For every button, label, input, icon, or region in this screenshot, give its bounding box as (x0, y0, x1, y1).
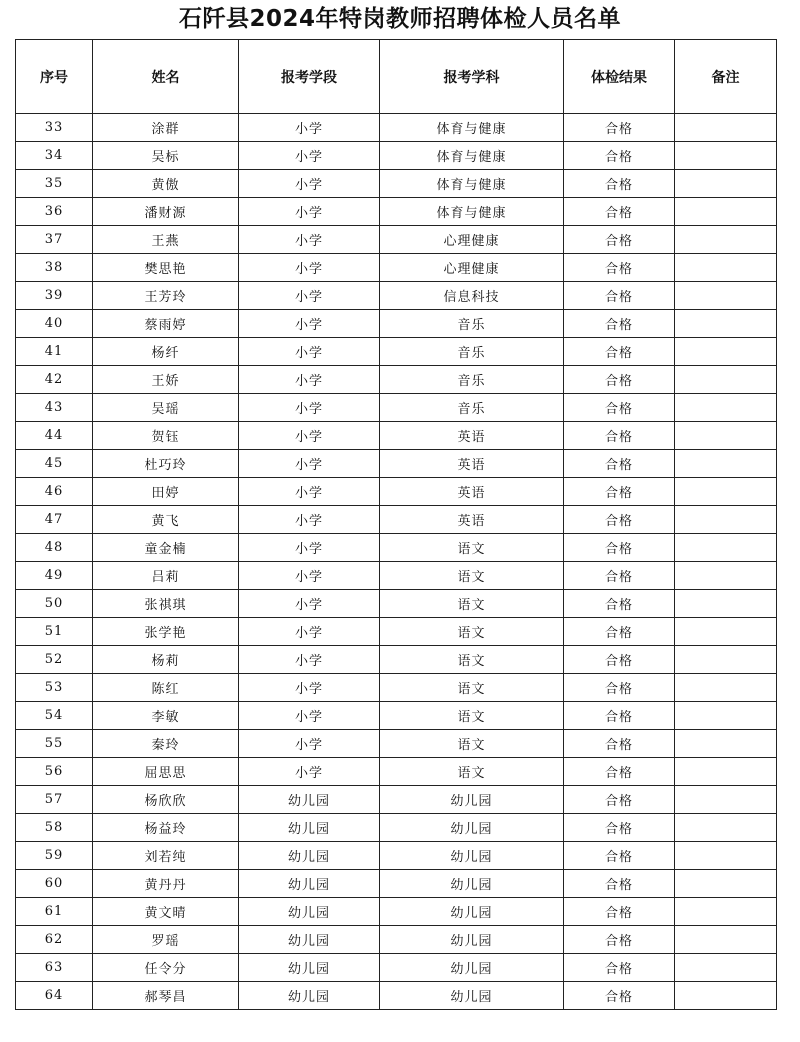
cell-subject: 英语 (380, 506, 564, 534)
roster-body (16, 114, 777, 1010)
cell-subject: 心理健康 (380, 226, 564, 254)
cell-remarks (675, 954, 777, 982)
cell-name: 李敏 (93, 702, 239, 730)
cell-subject: 信息科技 (380, 282, 564, 310)
cell-exam-result: 合格 (564, 310, 675, 338)
cell-exam-result: 合格 (564, 226, 675, 254)
cell-exam-result: 合格 (564, 450, 675, 478)
cell-name: 刘若纯 (93, 842, 239, 870)
cell-exam-result: 合格 (564, 982, 675, 1010)
cell-serial-number: 56 (16, 758, 93, 786)
cell-subject: 语文 (380, 590, 564, 618)
cell-subject: 幼儿园 (380, 982, 564, 1010)
table-row (16, 226, 777, 254)
cell-subject: 音乐 (380, 310, 564, 338)
cell-serial-number: 64 (16, 982, 93, 1010)
cell-subject: 语文 (380, 618, 564, 646)
cell-serial-number: 38 (16, 254, 93, 282)
cell-remarks (675, 618, 777, 646)
cell-exam-result: 合格 (564, 842, 675, 870)
cell-exam-result: 合格 (564, 114, 675, 142)
cell-serial-number: 57 (16, 786, 93, 814)
table-row (16, 982, 777, 1010)
cell-serial-number: 48 (16, 534, 93, 562)
table-row (16, 954, 777, 982)
cell-serial-number: 63 (16, 954, 93, 982)
cell-serial-number: 53 (16, 674, 93, 702)
cell-name: 黄飞 (93, 506, 239, 534)
cell-name: 樊思艳 (93, 254, 239, 282)
header-exam-result: 体检结果 (564, 40, 675, 114)
cell-subject: 语文 (380, 674, 564, 702)
cell-serial-number: 49 (16, 562, 93, 590)
table-row (16, 898, 777, 926)
cell-subject: 语文 (380, 702, 564, 730)
table-header-row (16, 40, 777, 114)
cell-exam-result: 合格 (564, 142, 675, 170)
cell-subject: 体育与健康 (380, 142, 564, 170)
cell-serial-number: 39 (16, 282, 93, 310)
cell-exam-result: 合格 (564, 170, 675, 198)
cell-school-level: 小学 (239, 758, 380, 786)
cell-school-level: 小学 (239, 646, 380, 674)
cell-remarks (675, 282, 777, 310)
cell-school-level: 小学 (239, 562, 380, 590)
cell-exam-result: 合格 (564, 814, 675, 842)
cell-subject: 体育与健康 (380, 114, 564, 142)
cell-serial-number: 46 (16, 478, 93, 506)
cell-remarks (675, 478, 777, 506)
table-row (16, 730, 777, 758)
cell-exam-result: 合格 (564, 590, 675, 618)
header-serial-number: 序号 (16, 40, 93, 114)
cell-exam-result: 合格 (564, 394, 675, 422)
cell-remarks (675, 366, 777, 394)
cell-school-level: 幼儿园 (239, 786, 380, 814)
cell-serial-number: 47 (16, 506, 93, 534)
cell-exam-result: 合格 (564, 478, 675, 506)
header-remarks: 备注 (675, 40, 777, 114)
cell-subject: 语文 (380, 758, 564, 786)
cell-name: 杜巧玲 (93, 450, 239, 478)
cell-exam-result: 合格 (564, 674, 675, 702)
cell-remarks (675, 562, 777, 590)
cell-remarks (675, 226, 777, 254)
cell-school-level: 小学 (239, 506, 380, 534)
cell-school-level: 幼儿园 (239, 814, 380, 842)
cell-school-level: 小学 (239, 618, 380, 646)
table-row (16, 478, 777, 506)
cell-name: 童金楠 (93, 534, 239, 562)
cell-subject: 英语 (380, 478, 564, 506)
cell-subject: 幼儿园 (380, 898, 564, 926)
table-row (16, 702, 777, 730)
cell-serial-number: 45 (16, 450, 93, 478)
cell-serial-number: 44 (16, 422, 93, 450)
cell-remarks (675, 450, 777, 478)
cell-school-level: 小学 (239, 114, 380, 142)
cell-serial-number: 54 (16, 702, 93, 730)
cell-name: 任令分 (93, 954, 239, 982)
cell-school-level: 幼儿园 (239, 898, 380, 926)
cell-school-level: 小学 (239, 254, 380, 282)
cell-exam-result: 合格 (564, 562, 675, 590)
cell-name: 贺钰 (93, 422, 239, 450)
cell-remarks (675, 198, 777, 226)
cell-exam-result: 合格 (564, 366, 675, 394)
table-row (16, 590, 777, 618)
cell-exam-result: 合格 (564, 422, 675, 450)
cell-school-level: 小学 (239, 338, 380, 366)
cell-serial-number: 33 (16, 114, 93, 142)
cell-subject: 幼儿园 (380, 954, 564, 982)
cell-school-level: 小学 (239, 282, 380, 310)
cell-school-level: 幼儿园 (239, 926, 380, 954)
table-row (16, 562, 777, 590)
cell-subject: 音乐 (380, 394, 564, 422)
cell-subject: 幼儿园 (380, 842, 564, 870)
table-row (16, 870, 777, 898)
cell-exam-result: 合格 (564, 338, 675, 366)
table-row (16, 534, 777, 562)
cell-subject: 幼儿园 (380, 786, 564, 814)
cell-exam-result: 合格 (564, 870, 675, 898)
table-row (16, 674, 777, 702)
table-row (16, 926, 777, 954)
cell-remarks (675, 338, 777, 366)
cell-name: 屈思思 (93, 758, 239, 786)
cell-school-level: 小学 (239, 310, 380, 338)
document-title: 石阡县2024年特岗教师招聘体检人员名单 (178, 6, 621, 32)
table-row (16, 646, 777, 674)
cell-school-level: 小学 (239, 450, 380, 478)
cell-school-level: 小学 (239, 534, 380, 562)
cell-school-level: 小学 (239, 702, 380, 730)
cell-remarks (675, 898, 777, 926)
cell-remarks (675, 870, 777, 898)
cell-name: 杨纤 (93, 338, 239, 366)
cell-serial-number: 40 (16, 310, 93, 338)
cell-remarks (675, 814, 777, 842)
cell-remarks (675, 506, 777, 534)
cell-serial-number: 55 (16, 730, 93, 758)
roster-table (15, 39, 777, 1010)
cell-name: 黄傲 (93, 170, 239, 198)
table-row (16, 114, 777, 142)
cell-exam-result: 合格 (564, 618, 675, 646)
cell-name: 蔡雨婷 (93, 310, 239, 338)
table-row (16, 170, 777, 198)
cell-school-level: 幼儿园 (239, 870, 380, 898)
cell-remarks (675, 170, 777, 198)
cell-exam-result: 合格 (564, 702, 675, 730)
cell-serial-number: 36 (16, 198, 93, 226)
cell-remarks (675, 730, 777, 758)
table-row (16, 310, 777, 338)
table-row (16, 618, 777, 646)
cell-subject: 幼儿园 (380, 814, 564, 842)
cell-remarks (675, 422, 777, 450)
cell-exam-result: 合格 (564, 198, 675, 226)
cell-serial-number: 52 (16, 646, 93, 674)
cell-name: 杨莉 (93, 646, 239, 674)
cell-name: 涂群 (93, 114, 239, 142)
cell-serial-number: 62 (16, 926, 93, 954)
table-row (16, 338, 777, 366)
cell-subject: 英语 (380, 422, 564, 450)
cell-exam-result: 合格 (564, 254, 675, 282)
cell-school-level: 小学 (239, 142, 380, 170)
cell-exam-result: 合格 (564, 730, 675, 758)
cell-school-level: 小学 (239, 674, 380, 702)
cell-exam-result: 合格 (564, 646, 675, 674)
cell-subject: 体育与健康 (380, 198, 564, 226)
cell-school-level: 小学 (239, 394, 380, 422)
table-row (16, 366, 777, 394)
cell-subject: 体育与健康 (380, 170, 564, 198)
cell-subject: 语文 (380, 534, 564, 562)
cell-serial-number: 60 (16, 870, 93, 898)
cell-school-level: 小学 (239, 198, 380, 226)
cell-remarks (675, 590, 777, 618)
cell-remarks (675, 310, 777, 338)
cell-serial-number: 59 (16, 842, 93, 870)
cell-serial-number: 61 (16, 898, 93, 926)
table-row (16, 394, 777, 422)
cell-serial-number: 51 (16, 618, 93, 646)
cell-exam-result: 合格 (564, 954, 675, 982)
cell-name: 黄丹丹 (93, 870, 239, 898)
cell-exam-result: 合格 (564, 534, 675, 562)
cell-name: 郝琴昌 (93, 982, 239, 1010)
cell-serial-number: 37 (16, 226, 93, 254)
cell-exam-result: 合格 (564, 506, 675, 534)
cell-serial-number: 43 (16, 394, 93, 422)
cell-remarks (675, 114, 777, 142)
table-row (16, 198, 777, 226)
cell-remarks (675, 674, 777, 702)
cell-remarks (675, 926, 777, 954)
cell-name: 张祺琪 (93, 590, 239, 618)
cell-name: 吕莉 (93, 562, 239, 590)
cell-subject: 幼儿园 (380, 870, 564, 898)
table-row (16, 450, 777, 478)
cell-name: 潘财源 (93, 198, 239, 226)
cell-remarks (675, 702, 777, 730)
cell-name: 杨欣欣 (93, 786, 239, 814)
cell-serial-number: 35 (16, 170, 93, 198)
cell-remarks (675, 646, 777, 674)
cell-remarks (675, 786, 777, 814)
table-row (16, 842, 777, 870)
cell-remarks (675, 394, 777, 422)
table-row (16, 142, 777, 170)
cell-serial-number: 42 (16, 366, 93, 394)
table-row (16, 422, 777, 450)
cell-name: 吴标 (93, 142, 239, 170)
cell-subject: 语文 (380, 562, 564, 590)
table-row (16, 254, 777, 282)
table-row (16, 758, 777, 786)
cell-school-level: 小学 (239, 226, 380, 254)
cell-school-level: 幼儿园 (239, 842, 380, 870)
cell-school-level: 小学 (239, 422, 380, 450)
cell-subject: 心理健康 (380, 254, 564, 282)
table-row (16, 786, 777, 814)
cell-subject: 音乐 (380, 366, 564, 394)
cell-name: 王芳玲 (93, 282, 239, 310)
cell-remarks (675, 982, 777, 1010)
cell-remarks (675, 534, 777, 562)
cell-name: 王娇 (93, 366, 239, 394)
cell-exam-result: 合格 (564, 758, 675, 786)
cell-remarks (675, 142, 777, 170)
cell-subject: 英语 (380, 450, 564, 478)
cell-name: 吴瑶 (93, 394, 239, 422)
cell-school-level: 小学 (239, 590, 380, 618)
cell-serial-number: 34 (16, 142, 93, 170)
cell-name: 秦玲 (93, 730, 239, 758)
cell-serial-number: 58 (16, 814, 93, 842)
cell-exam-result: 合格 (564, 926, 675, 954)
cell-remarks (675, 758, 777, 786)
cell-name: 陈红 (93, 674, 239, 702)
cell-school-level: 小学 (239, 478, 380, 506)
cell-school-level: 小学 (239, 170, 380, 198)
cell-serial-number: 41 (16, 338, 93, 366)
cell-subject: 语文 (380, 646, 564, 674)
cell-subject: 音乐 (380, 338, 564, 366)
cell-serial-number: 50 (16, 590, 93, 618)
cell-name: 田婷 (93, 478, 239, 506)
cell-name: 王燕 (93, 226, 239, 254)
cell-name: 黄文晴 (93, 898, 239, 926)
header-name: 姓名 (93, 40, 239, 114)
cell-subject: 幼儿园 (380, 926, 564, 954)
cell-remarks (675, 254, 777, 282)
cell-remarks (675, 842, 777, 870)
header-school-level: 报考学段 (239, 40, 380, 114)
header-subject: 报考学科 (380, 40, 564, 114)
cell-exam-result: 合格 (564, 898, 675, 926)
cell-school-level: 小学 (239, 730, 380, 758)
cell-school-level: 小学 (239, 366, 380, 394)
cell-school-level: 幼儿园 (239, 954, 380, 982)
cell-school-level: 幼儿园 (239, 982, 380, 1010)
cell-subject: 语文 (380, 730, 564, 758)
table-row (16, 506, 777, 534)
cell-name: 杨益玲 (93, 814, 239, 842)
cell-name: 张学艳 (93, 618, 239, 646)
cell-exam-result: 合格 (564, 282, 675, 310)
cell-name: 罗瑶 (93, 926, 239, 954)
cell-exam-result: 合格 (564, 786, 675, 814)
table-row (16, 282, 777, 310)
table-row (16, 814, 777, 842)
